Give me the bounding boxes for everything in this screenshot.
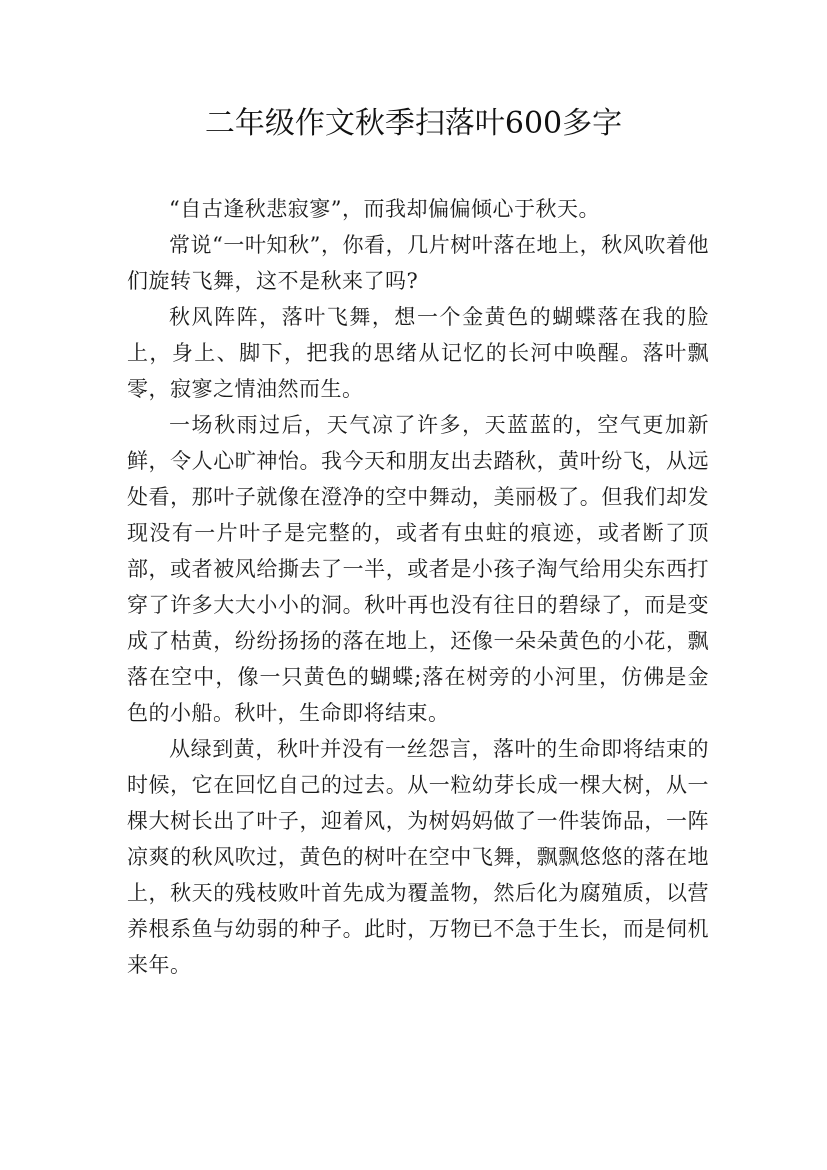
paragraph-3: 秋风阵阵，落叶飞舞，想一个金黄色的蝴蝶落在我的脸上，身上、脚下，把我的思绪从记忆的长河中唤醒。落叶飘零，寂寥之情油然而生。 bbox=[127, 305, 709, 401]
paragraph-4: 一场秋雨过后，天气凉了许多，天蓝蓝的，空气更加新鲜，令人心旷神怡。我今天和朋友出去踏秋，黄叶纷飞，从远处看，那叶子就像在澄净的空中舞动，美丽极了。但我们却发现没有一片叶子是完整的，或者有虫蛀的痕迹，或者断了顶部，或者被风给撕去了一半，或者是小孩子淘气给用尖东西打穿了许多大大小小的洞。秋叶再也没有往日的碧绿了，而是变成了枯黄，纷纷扬扬的落在地上，还像一朵朵黄色的小花，飘落在空中，像一只黄色的蝴蝶;落在树旁的小河里，仿佛是金色的小船。秋叶，生命即将结束。 bbox=[127, 413, 709, 725]
paragraph-1: “自古逢秋悲寂寥”，而我却偏偏倾心于秋天。 bbox=[169, 197, 600, 221]
paragraph-2: 常说“一叶知秋”，你看，几片树叶落在地上，秋风吹着他们旋转飞舞，这不是秋来了吗? bbox=[127, 233, 709, 293]
paragraph-5: 从绿到黄，秋叶并没有一丝怨言，落叶的生命即将结束的时候，它在回忆自己的过去。从一粒幼芽长成一棵大树，从一棵大树长出了叶子，迎着风，为树妈妈做了一件装饰品，一阵凉爽的秋风吹过，黄色的树叶在空中飞舞，飘飘悠悠的落在地上，秋天的残枝败叶首先成为覆盖物，然后化为腐殖质，以营养根系鱼与幼弱的种子。此时，万物已不急于生长，而是伺机来年。 bbox=[127, 737, 709, 977]
document-title: 二年级作文秋季扫落叶600多字 bbox=[204, 106, 623, 141]
document-body bbox=[127, 191, 709, 983]
